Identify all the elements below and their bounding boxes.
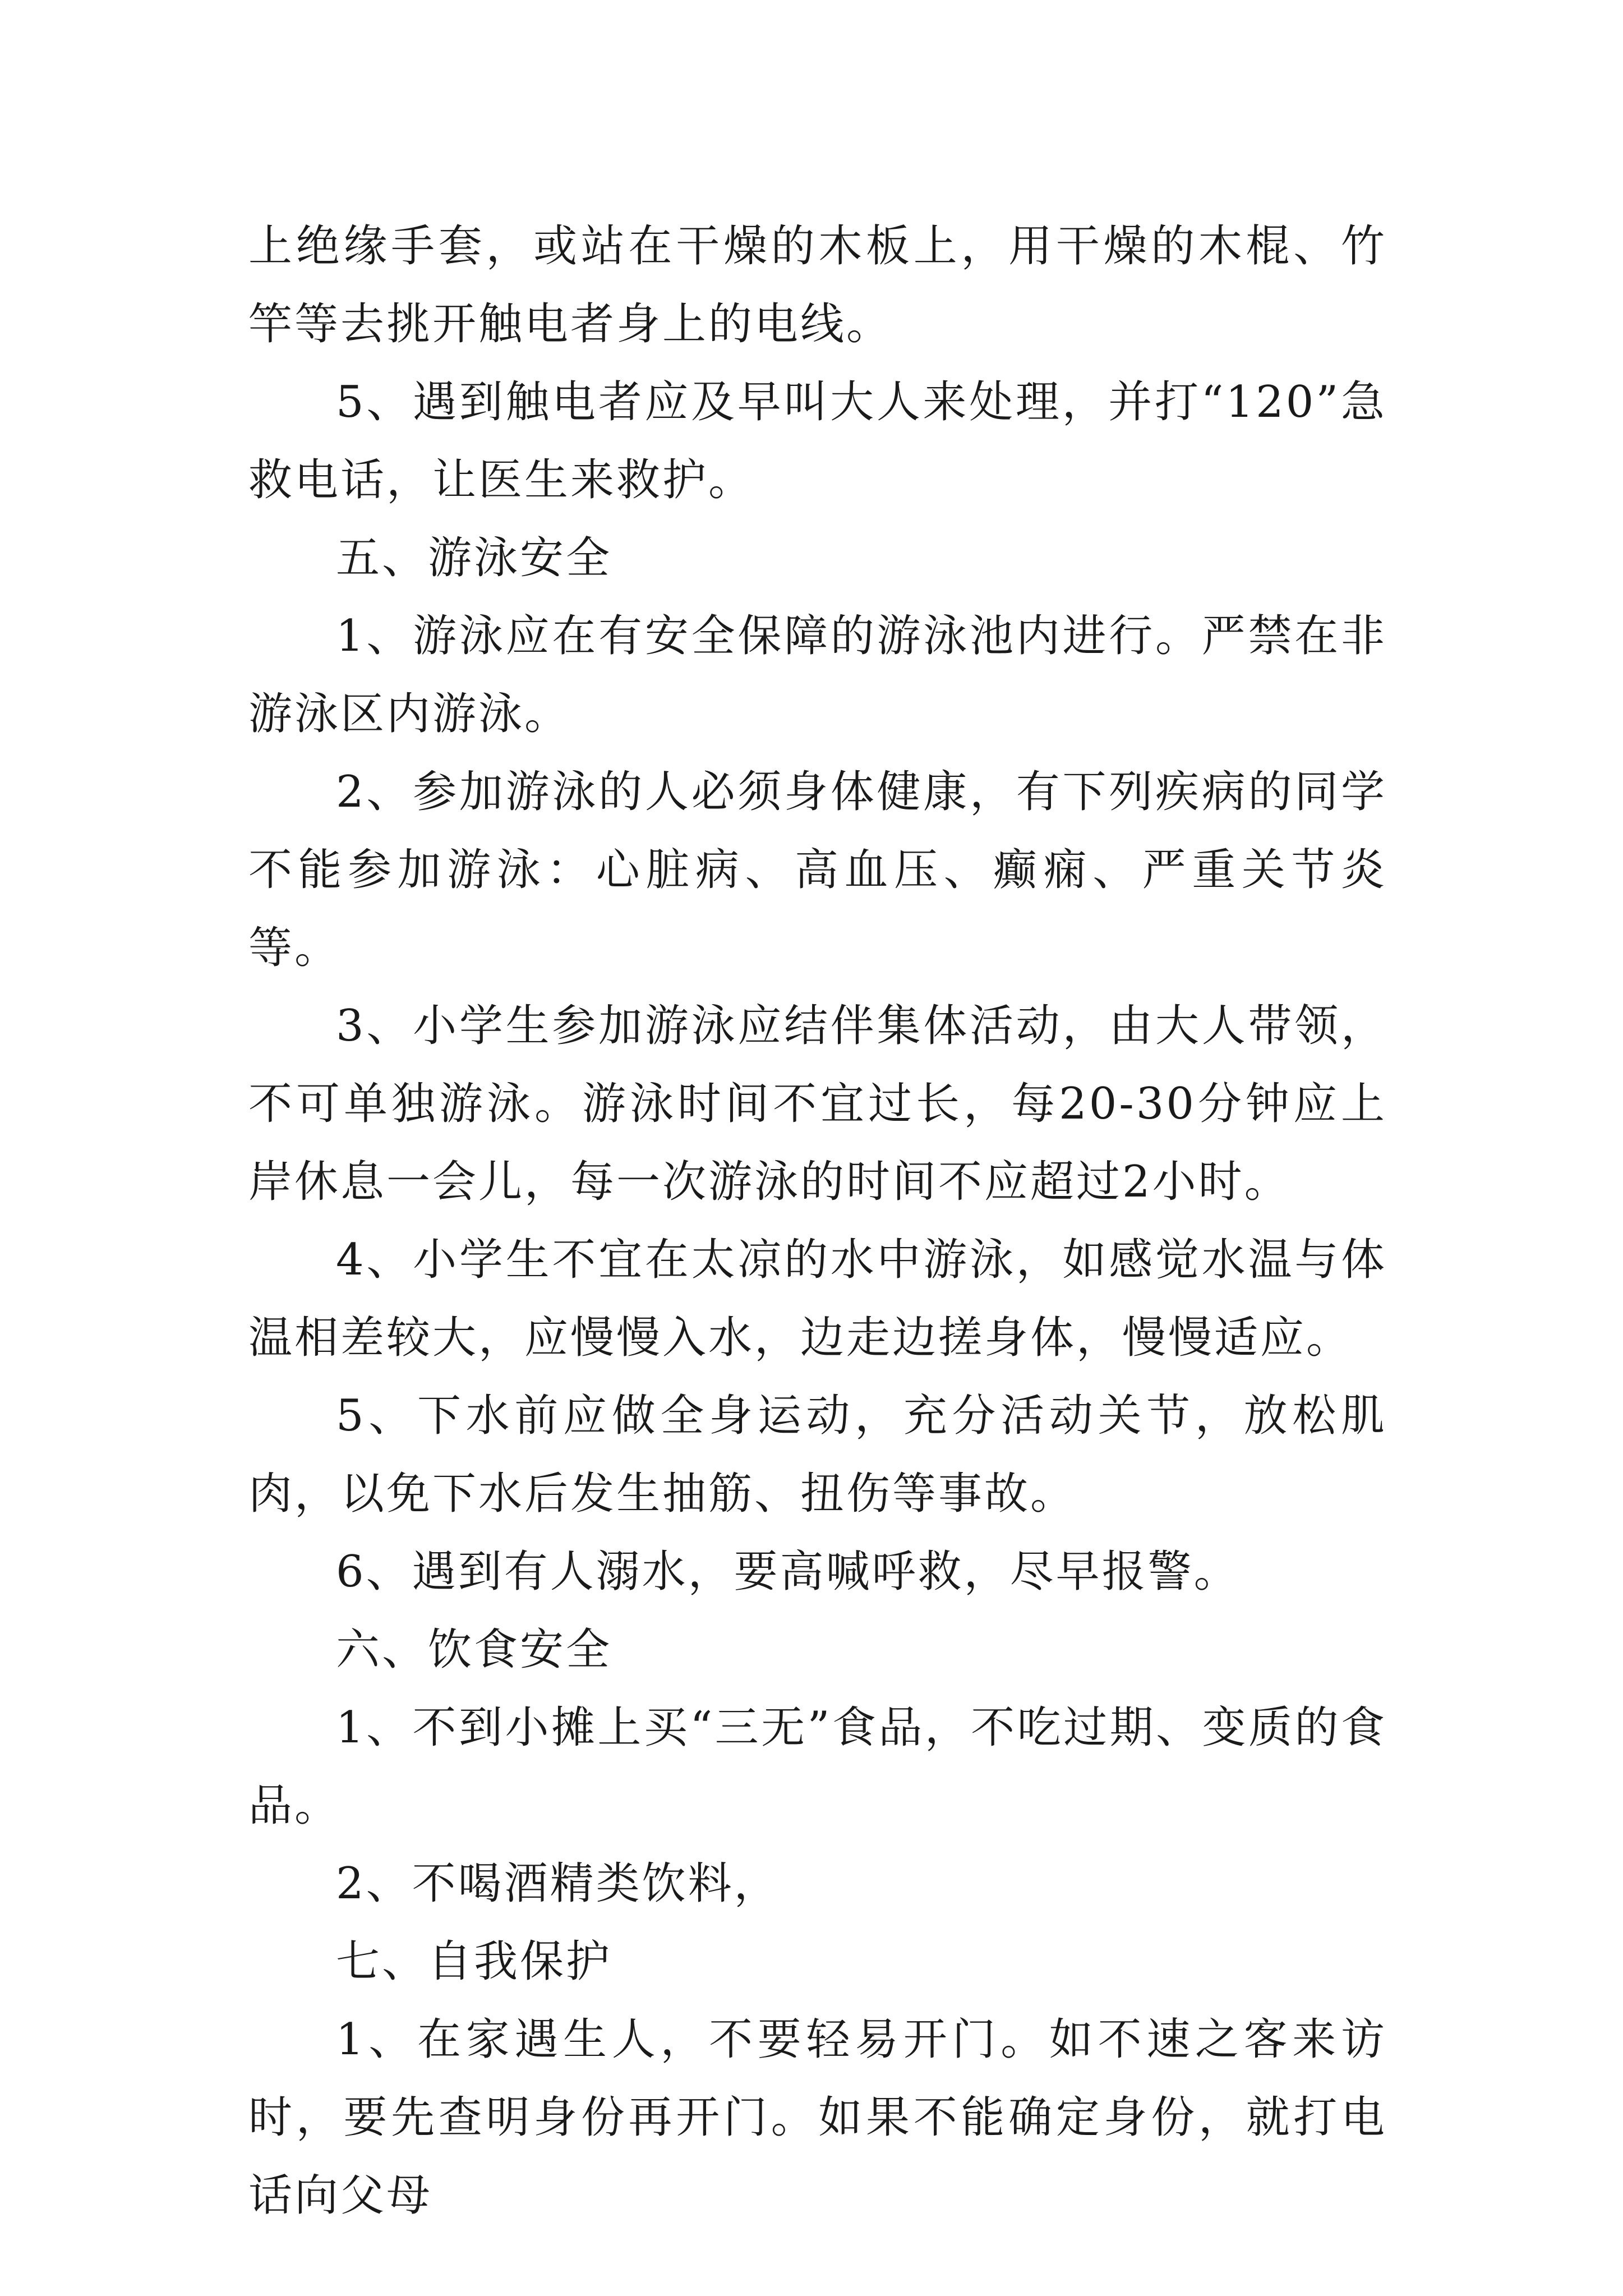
section-heading-food: 六、饮食安全 [336,1625,612,1675]
paragraph-continuation: 上绝缘手套，或站在干燥的木板上，用干燥的木棍、竹竿等去挑开触电者身上的电线。 [248,221,1387,349]
paragraph-self-1: 1、在家遇生人，不要轻易开门。如不速之客来访时，要先查明身份再开门。如果不能确定身份，就打电话向父母 [248,2014,1387,2221]
section-heading-self-protection: 七、自我保护 [336,1936,612,1987]
paragraph-swim-1: 1、游泳应在有安全保障的游泳池内进行。严禁在非游泳区内游泳。 [248,611,1387,739]
document-body [248,208,1387,2235]
paragraph-item-5-electric: 5、遇到触电者应及早叫大人来处理，并打“120”急救电话，让医生来救护。 [248,377,1387,505]
paragraph-swim-4: 4、小学生不宜在太凉的水中游泳，如感觉水温与体温相差较大，应慢慢入水，边走边搓身体，慢慢适应。 [248,1235,1387,1363]
paragraph-food-1: 1、不到小摊上买“三无”食品，不吃过期、变质的食品。 [248,1703,1387,1831]
paragraph-swim-2: 2、参加游泳的人必须身体健康，有下列疾病的同学不能参加游泳：心脏病、高血压、癫痫、严重关节炎等。 [248,767,1387,973]
paragraph-swim-5: 5、下水前应做全身运动，充分活动关节，放松肌肉，以免下水后发生抽筋、扭伤等事故。 [248,1391,1387,1519]
section-heading-swimming: 五、游泳安全 [336,533,612,583]
paragraph-swim-6: 6、遇到有人溺水，要高喊呼救，尽早报警。 [336,1547,1240,1597]
paragraph-food-2: 2、不喝酒精类饮料， [336,1858,780,1909]
paragraph-swim-3: 3、小学生参加游泳应结伴集体活动，由大人带领，不可单独游泳。游泳时间不宜过长，每20-30分钟应上岸休息一会儿，每一次游泳的时间不应超过2小时。 [248,1001,1387,1207]
